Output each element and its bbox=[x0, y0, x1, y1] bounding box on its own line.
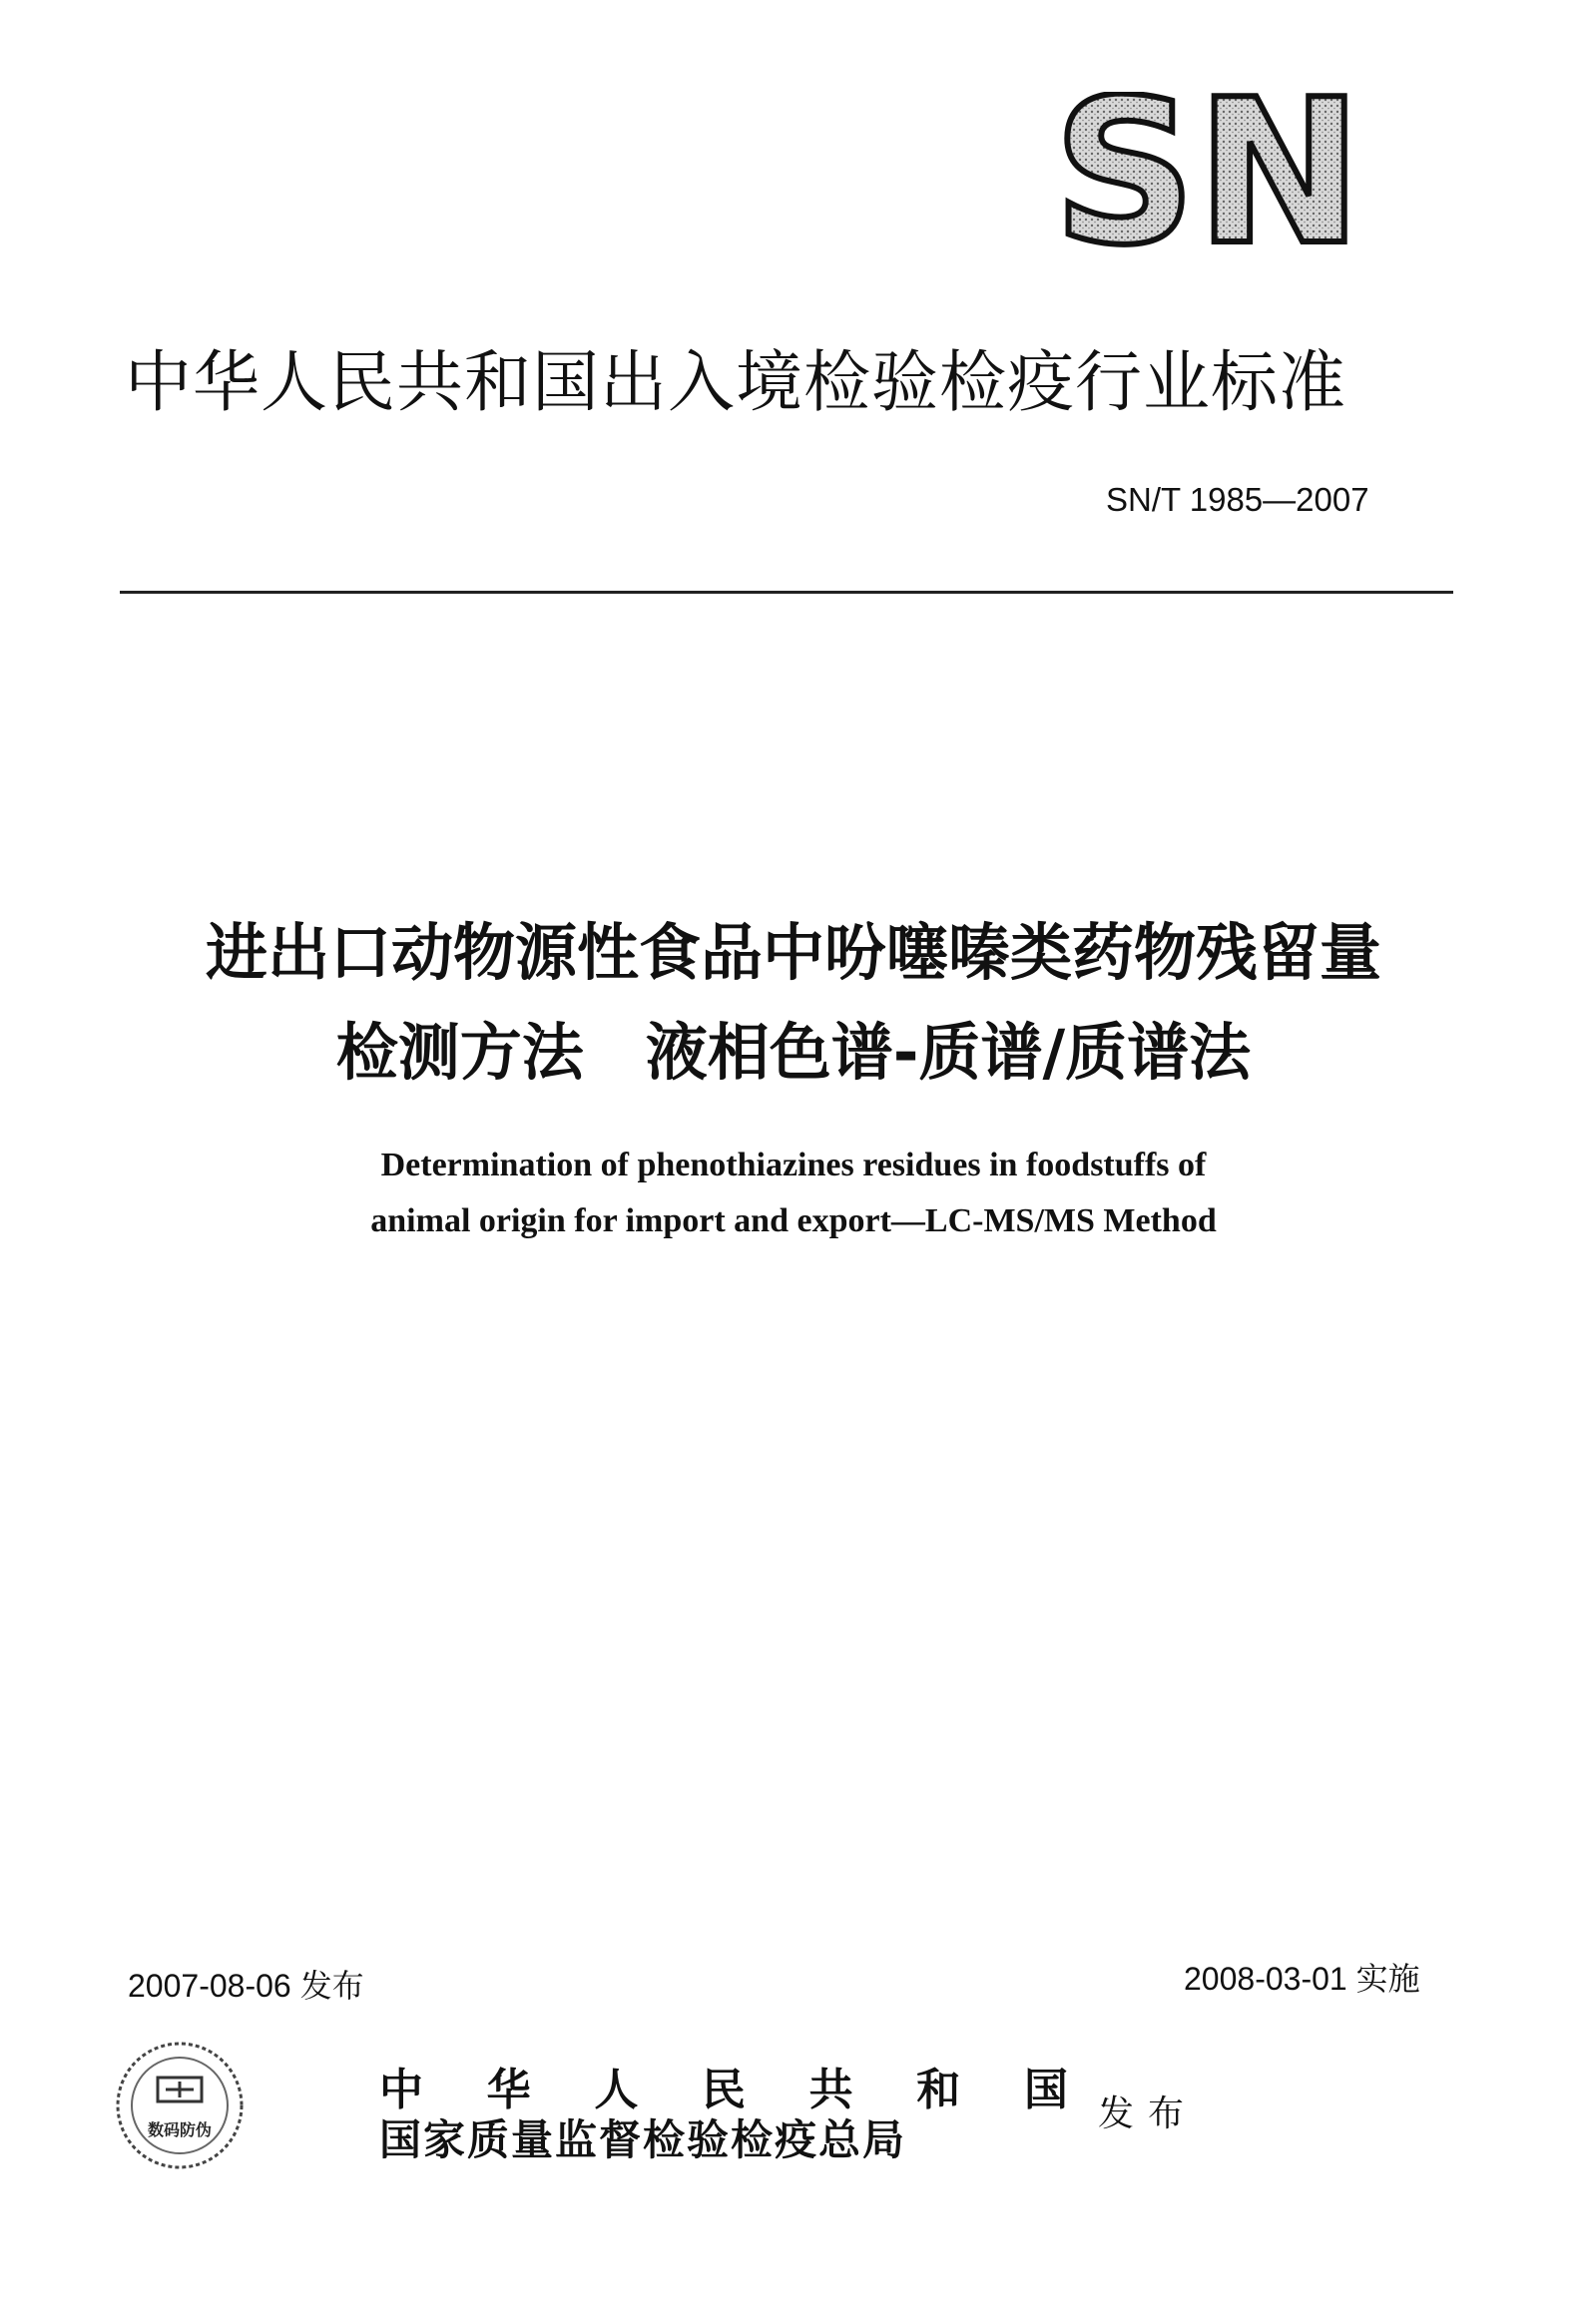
org-title: 中华人民共和国出入境检验检疫行业标准 bbox=[125, 343, 1346, 421]
issued-by-label: 发布 bbox=[1098, 2093, 1199, 2134]
en-title-line1: Determination of phenothiazines residues in foodstuffs of bbox=[380, 1147, 1207, 1183]
en-title bbox=[150, 1138, 1437, 1249]
standard-number: SN/T 1985—2007 bbox=[1106, 481, 1369, 518]
issuer-char: 共 bbox=[808, 2065, 853, 2115]
publish-date: 2007-08-06 发布 bbox=[128, 1968, 364, 2004]
issuer-char: 中 bbox=[379, 2065, 423, 2115]
issuer-line2: 国家质量监督检验检疫总局 bbox=[379, 2115, 907, 2164]
issuer-char: 民 bbox=[701, 2065, 746, 2115]
anti-counterfeit-seal bbox=[110, 2036, 250, 2175]
sn-logo bbox=[1048, 92, 1367, 251]
cn-title-line2: 检测方法 液相色谱-质谱/质谱法 bbox=[335, 1016, 1252, 1089]
issuer-char: 华 bbox=[486, 2065, 531, 2115]
en-title-line2: animal origin for import and export—LC-MS/MS Method bbox=[370, 1202, 1217, 1239]
effective-date: 2008-03-01 实施 bbox=[1184, 1961, 1420, 1997]
issuer-char: 人 bbox=[594, 2065, 639, 2115]
header-divider bbox=[120, 591, 1453, 594]
cn-title-line1: 进出口动物源性食品中吩噻嗪类药物残留量 bbox=[205, 916, 1381, 989]
seal-text: 数码防伪 bbox=[147, 2120, 213, 2139]
sn-logo-text: SN bbox=[1053, 92, 1362, 251]
issuer-char: 国 bbox=[1023, 2065, 1068, 2115]
issuer-char: 和 bbox=[916, 2065, 961, 2115]
